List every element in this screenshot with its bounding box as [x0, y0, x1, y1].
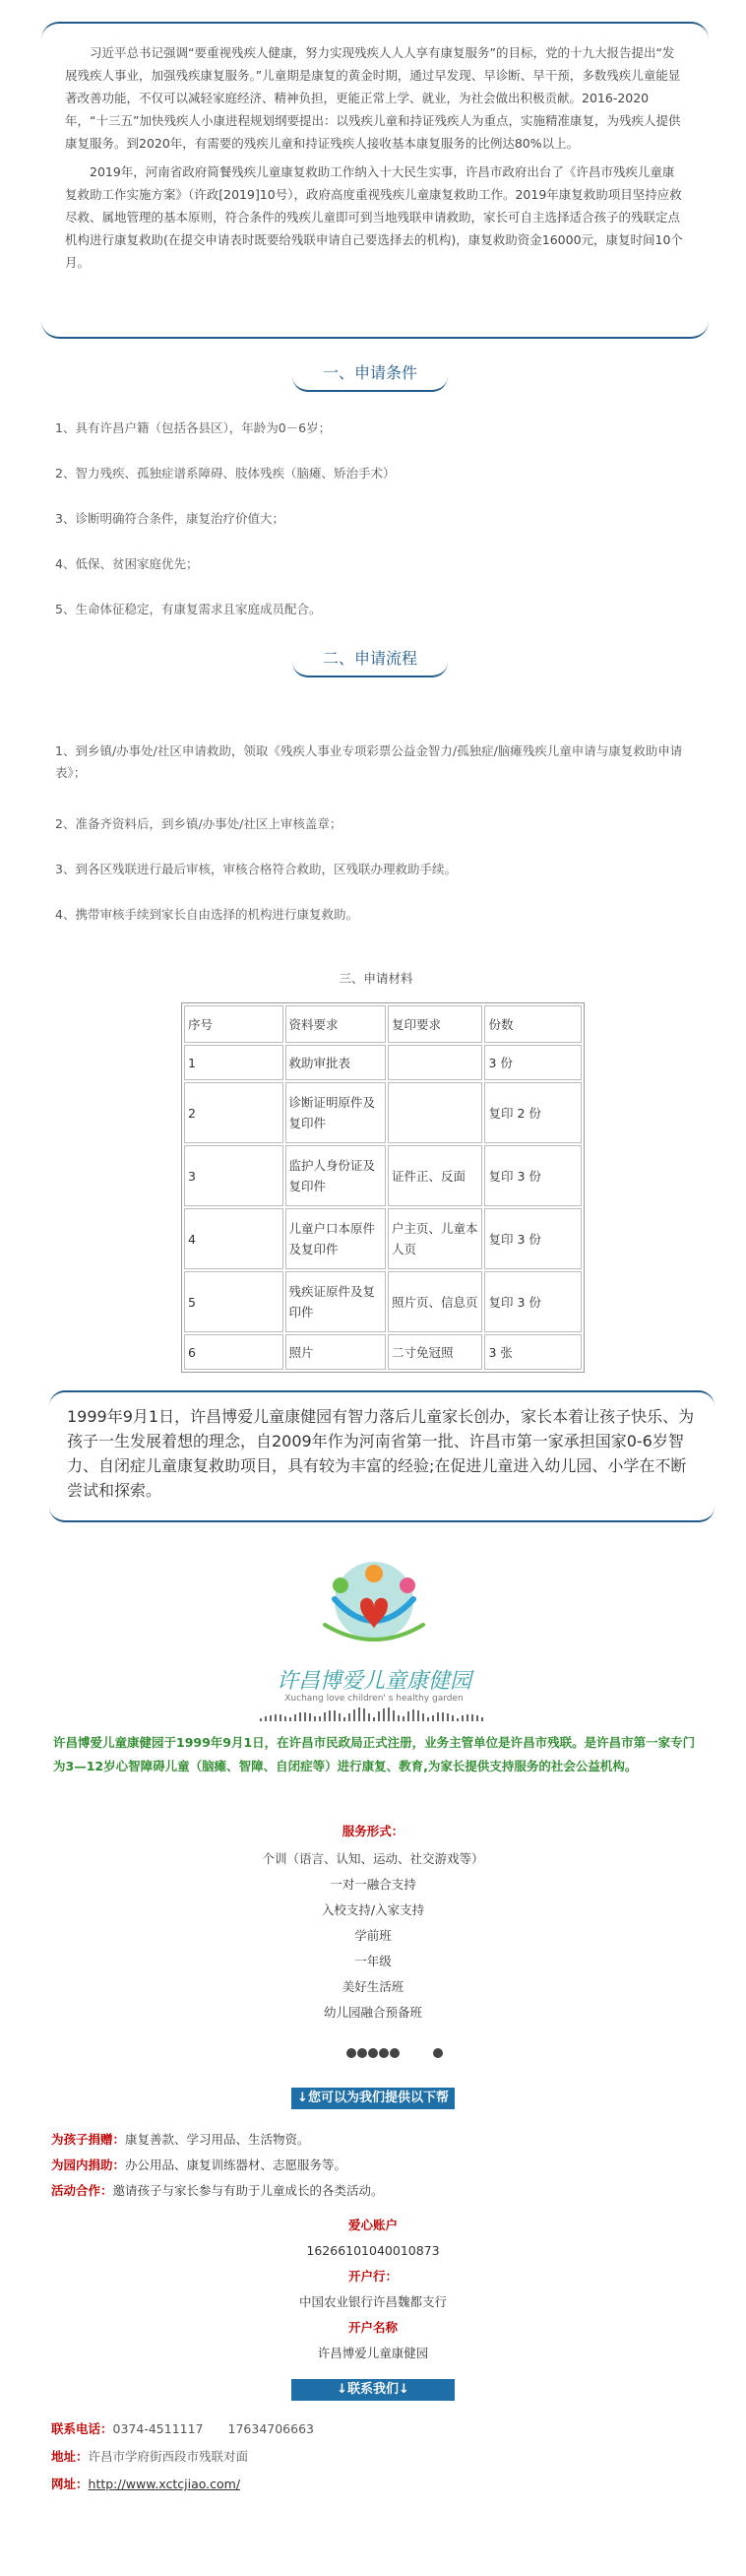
- table-cell: 户主页、儿童本人页: [388, 1208, 482, 1269]
- equalizer-bar: [275, 1714, 277, 1721]
- table-cell: 残疾证原件及复印件: [285, 1271, 387, 1332]
- history-box: [49, 1390, 715, 1522]
- phone-value: 0374-4511117 17634706663: [112, 2421, 314, 2436]
- table-cell: 复印 3 份: [484, 1271, 582, 1332]
- table-row: [184, 1208, 582, 1269]
- equalizer-bar: [265, 1716, 267, 1721]
- table-cell: 二寸免冠照: [388, 1334, 482, 1370]
- table-row: [184, 1334, 582, 1370]
- equalizer-bar: [452, 1715, 454, 1721]
- equalizer-bar: [280, 1714, 281, 1721]
- process-item: 1、到乡镇/办事处/社区申请救助，领取《残疾人事业专项彩票公益金智力/孤独症/脑瘫残疾儿童申请与康复救助申请表》；: [55, 743, 683, 780]
- help-label: 为园内捐助：: [51, 2157, 126, 2172]
- logo-slogan: Xuchang love children' s healthy garden: [284, 1694, 464, 1704]
- table-cell: 证件正、反面: [388, 1145, 482, 1206]
- equalizer-bar: [368, 1713, 370, 1721]
- table-row: [184, 1082, 582, 1143]
- service-item: 个训（语言、认知、运动、社交游戏等）: [262, 1851, 484, 1866]
- equalizer-bar: [329, 1710, 331, 1721]
- equalizer-bar: [476, 1715, 478, 1721]
- materials-table: [181, 1002, 585, 1373]
- table-row: [184, 1045, 582, 1080]
- header-cell: 序号: [184, 1005, 283, 1043]
- intro-paragraph-1: 习近平总书记强调“要重视残疾人健康，努力实现残疾人人人享有康复服务”的目标，党的十九大报告提出“发展残疾人事业，加强残疾康复服务。”儿童期是康复的黄金时期，通过早发现、早诊断、早干预，多数残疾儿童能显著改善功能，不仅可以减轻家庭经济、精神负担，更能正常上学、就业，为社会做出积极贡献。2016-2020年，“十三五”加快残疾人小康进程规划纲要提出：以残疾儿童和持证残疾人为重点，实施精准康复，为残疾人提供康复服务。到2020年，有需要的残疾儿童和持证残疾人接收基本康复服务的比例达80%以上。: [65, 45, 681, 151]
- equalizer-bar: [304, 1712, 306, 1721]
- equalizer-bar: [427, 1717, 429, 1721]
- equalizer-bar: [343, 1717, 345, 1721]
- header-cell: 份数: [484, 1005, 582, 1043]
- table-caption: 三、申请材料: [339, 971, 413, 986]
- table-cell: 2: [184, 1082, 283, 1143]
- process-item: 4、携带审核手续到家长自由选择的机构进行康复救助。: [55, 907, 358, 922]
- equalizer-bar: [348, 1713, 350, 1721]
- equalizer-bar: [412, 1709, 414, 1721]
- equalizer-bar: [437, 1712, 439, 1721]
- equalizer-bar: [422, 1713, 424, 1721]
- section-title-process: 二、申请流程: [292, 642, 448, 677]
- table-cell: 监护人身份证及复印件: [285, 1145, 387, 1206]
- table-cell: 3 份: [484, 1045, 582, 1080]
- header-cell: 资料要求: [285, 1005, 387, 1043]
- equalizer-bar: [403, 1716, 404, 1721]
- intro-paragraph-2: 2019年，河南省政府简餐残疾儿童康复救助工作纳入十大民生实事，许昌市政府出台了《许昌市残疾儿童康复救助工作实施方案》（许政[2019]10号），政府高度重视残疾儿童康复救助工作。2019年康复救助项目坚持应救尽救、属地管理的基本原则，符合条件的残疾儿童即可到当地残联申请救助，家长可自主选择适合孩子的残联定点机构进行康复救助(在提交申请表时既要给残联申请自己要选择去的机构)，康复救助资金16000元，康复时间10个月。: [65, 164, 683, 270]
- table-cell: 6: [184, 1334, 283, 1370]
- services-heading: 服务形式：: [342, 1824, 404, 1838]
- equalizer-bar: [462, 1715, 464, 1721]
- equalizer-bar: [407, 1711, 409, 1721]
- service-item: 幼儿园融合预备班: [323, 2005, 422, 2020]
- table-cell: 复印 3 份: [484, 1208, 582, 1269]
- equalizer-bar: [260, 1718, 262, 1721]
- table-cell: 照片: [285, 1334, 387, 1370]
- equalizer-bar: [388, 1707, 390, 1721]
- table-cell: 复印 2 份: [484, 1082, 582, 1143]
- holder-label: 开户名称: [347, 2320, 398, 2335]
- condition-item: 4、低保、贫困家庭优先；: [55, 556, 199, 571]
- table-cell: 3 张: [484, 1334, 582, 1370]
- equalizer-bar: [289, 1717, 291, 1721]
- header-cell: 复印要求: [388, 1005, 482, 1043]
- help-line: [51, 2129, 701, 2151]
- history-text: 1999年9月1日，许昌博爱儿童康健园有智力落后儿童家长创办，家长本着让孩子快乐、为孩子一生发展着想的理念，自2009年作为河南省第一批、许昌市第一家承担国家0-6岁智力、自闭症儿童康复救助项目，具有较为丰富的经验;在促进儿童进入幼儿园、小学在不断尝试和探索。: [67, 1407, 695, 1500]
- equalizer-bar: [442, 1712, 444, 1721]
- equalizer-decoration: [236, 1706, 512, 1723]
- table-cell: 1: [184, 1045, 283, 1080]
- condition-item: 5、生命体征稳定，有康复需求且家庭成员配合。: [55, 602, 322, 616]
- equalizer-bar: [339, 1713, 341, 1721]
- table-header-row: [184, 1005, 582, 1043]
- intro-box: [41, 22, 709, 339]
- section-title-conditions: 一、申请条件: [292, 356, 448, 392]
- contact-bar: ↓联系我们↓: [291, 2379, 455, 2401]
- service-item: 一年级: [354, 1954, 392, 1968]
- help-line: [51, 2155, 701, 2176]
- table-row: [184, 1145, 582, 1206]
- equalizer-bar: [466, 1714, 468, 1721]
- table-cell: 诊断证明原件及复印件: [285, 1082, 387, 1143]
- table-cell: 复印 3 份: [484, 1145, 582, 1206]
- bank-label: 开户行：: [347, 2269, 398, 2284]
- service-item: 一对一融合支持: [330, 1877, 416, 1892]
- logo-name: 许昌博爱儿童康健园: [276, 1669, 471, 1694]
- account-number: 16266101040010873: [306, 2243, 440, 2258]
- equalizer-bar: [319, 1716, 321, 1721]
- holder-name: 许昌博爱儿童康健园: [317, 2346, 429, 2360]
- phone-label: 联系电话：: [51, 2421, 113, 2436]
- org-logo-graphic: [295, 1556, 453, 1666]
- condition-item: 2、智力残疾、孤独症谱系障碍、肢体残疾（脑瘫、矫治手术）: [55, 466, 396, 481]
- equalizer-bar: [393, 1710, 395, 1721]
- equalizer-bar: [471, 1714, 473, 1721]
- help-text: 康复善款、学习用品、生活物资。: [125, 2132, 310, 2147]
- equalizer-bar: [294, 1714, 296, 1721]
- process-item: 2、准备齐资料后，到乡镇/办事处/社区上审核盖章；: [55, 816, 342, 831]
- equalizer-bar: [309, 1713, 311, 1721]
- address-label: 地址：: [51, 2449, 89, 2464]
- condition-item: 1、具有许昌户籍（包括各县区），年龄为0－6岁；: [55, 420, 332, 435]
- equalizer-bar: [284, 1716, 286, 1721]
- dots-separator: [346, 2046, 445, 2060]
- help-bar: ↓您可以为我们提供以下帮助↓: [291, 2088, 455, 2109]
- table-cell: [388, 1082, 482, 1143]
- org-intro: 许昌博爱儿童康健园于1999年9月1日，在许昌市民政局正式注册，业务主管单位是许昌市残联。是许昌市第一家专门为3—12岁心智障碍儿童（脑瘫、智障、自闭症等）进行康复、教育,为家长提供支持服务的社会公益机构。: [53, 1735, 696, 1773]
- website-link[interactable]: http://www.xctcjiao.com/: [88, 2477, 241, 2491]
- equalizer-bar: [417, 1710, 419, 1721]
- table-cell: 儿童户口本原件及复印件: [285, 1208, 387, 1269]
- equalizer-bar: [314, 1716, 316, 1721]
- equalizer-bar: [373, 1717, 375, 1721]
- table-cell: 救助审批表: [285, 1045, 387, 1080]
- equalizer-bar: [353, 1709, 355, 1721]
- table-cell: [388, 1045, 482, 1080]
- equalizer-bar: [383, 1708, 385, 1721]
- equalizer-bar: [334, 1710, 336, 1721]
- table-cell: 5: [184, 1271, 283, 1332]
- address-value: 许昌市学府街西段市残联对面: [88, 2449, 249, 2464]
- equalizer-bar: [457, 1718, 459, 1721]
- equalizer-bar: [378, 1711, 380, 1721]
- table-cell: 3: [184, 1145, 283, 1206]
- service-item: 入校支持/入家支持: [321, 1902, 425, 1917]
- equalizer-bar: [324, 1712, 326, 1721]
- equalizer-bar: [270, 1715, 272, 1721]
- equalizer-bar: [481, 1717, 483, 1721]
- help-text: 邀请孩子与家长参与有助于儿童成长的各类活动。: [112, 2183, 384, 2198]
- contact-phone: [51, 2418, 701, 2440]
- help-label: 活动合作：: [51, 2183, 113, 2198]
- contact-web: [51, 2474, 701, 2495]
- equalizer-bar: [398, 1715, 400, 1721]
- contact-address: [51, 2446, 701, 2468]
- equalizer-bar: [432, 1715, 434, 1721]
- equalizer-bar: [299, 1712, 301, 1721]
- bank-name: 中国农业银行许昌魏都支行: [298, 2294, 447, 2309]
- process-item: 3、到各区残联进行最后审核，审核合格符合救助，区残联办理救助手续。: [55, 862, 457, 876]
- web-label: 网址：: [51, 2477, 89, 2491]
- table-cell: 4: [184, 1208, 283, 1269]
- help-text: 办公用品、康复训练器材、志愿服务等。: [125, 2157, 347, 2172]
- service-item: 学前班: [354, 1928, 392, 1943]
- table-cell: 照片页、信息页: [388, 1271, 482, 1332]
- equalizer-bar: [358, 1707, 360, 1721]
- equalizer-bar: [363, 1708, 365, 1721]
- help-line: [51, 2180, 701, 2202]
- condition-item: 3、诊断明确符合条件，康复治疗价值大；: [55, 511, 284, 526]
- help-label: 为孩子捐赠：: [51, 2132, 126, 2147]
- equalizer-bar: [447, 1713, 449, 1721]
- service-item: 美好生活班: [342, 1979, 404, 1994]
- org-logo: [295, 1556, 453, 1666]
- table-row: [184, 1271, 582, 1332]
- account-label: 爱心账户: [347, 2218, 398, 2232]
